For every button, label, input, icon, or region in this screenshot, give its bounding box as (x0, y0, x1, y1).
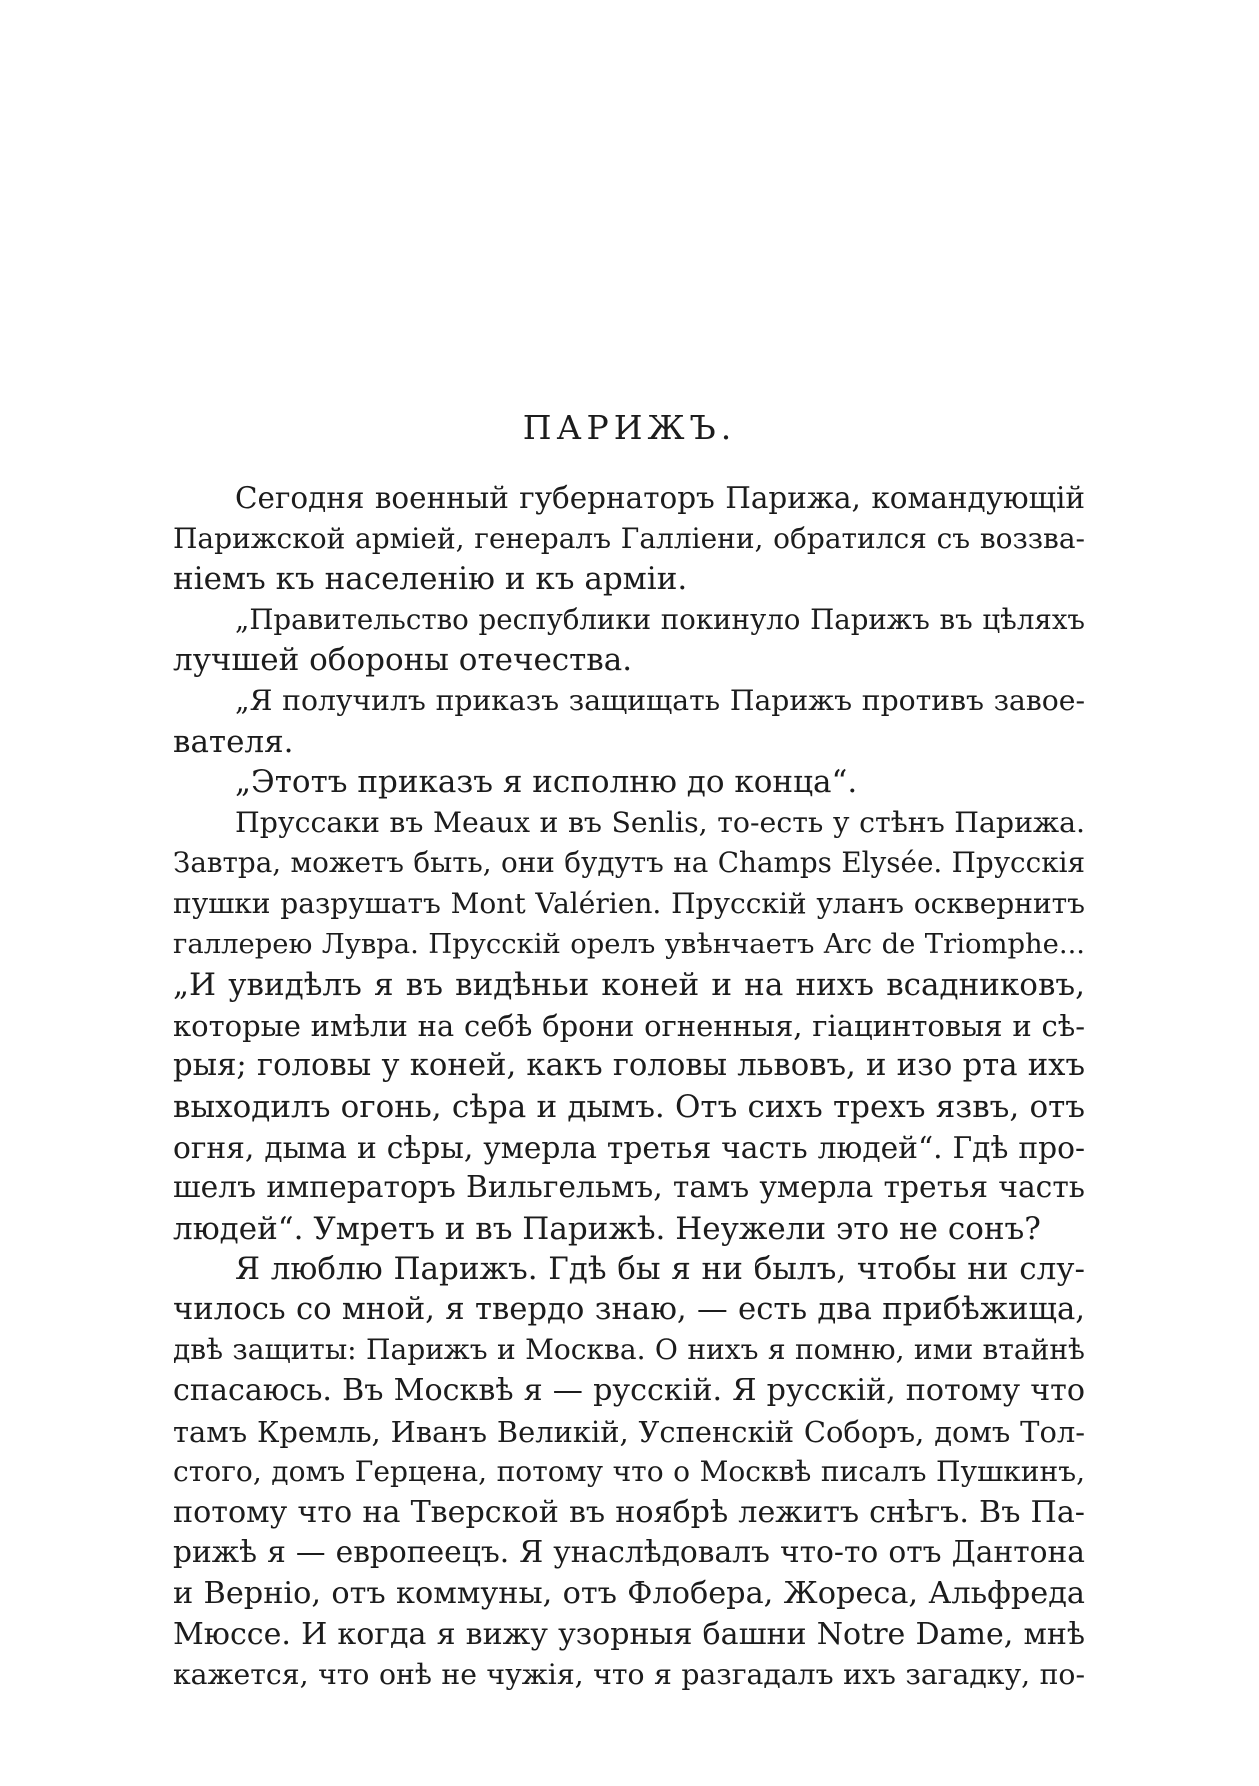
text-line: лучшей обороны отечества. (173, 642, 633, 679)
text-line: спасаюсь. Въ Москвѣ я — русскій. Я русскій, потому что (173, 1373, 1085, 1409)
text-line: галлерею Лувра. Прусскій орелъ увѣнчаетъ Arc de Triomphe... (173, 928, 1085, 960)
text-line: которые имѣли на себѣ брони огненныя, гіацинтовыя и сѣ- (173, 1008, 1085, 1043)
text-line: тамъ Кремль, Иванъ Великій, Успенскій Соборъ, домъ Тол- (173, 1414, 1085, 1449)
text-line: Я люблю Парижъ. Гдѣ бы я ни былъ, чтобы ни слу- (235, 1251, 1085, 1288)
text-line: Парижской арміей, генералъ Галліени, обратился съ воззва- (173, 521, 1085, 555)
text-line: Завтра, можетъ быть, они будутъ на Champs Elysée. Прусскія (173, 846, 1085, 880)
text-line: рижѣ я — европеецъ. Я унаслѣдовалъ что-то отъ Дантона (173, 1535, 1085, 1571)
text-line: пушки разрушатъ Mont Valérien. Прусскій уланъ осквернитъ (173, 886, 1085, 920)
text-line: рыя; головы у коней, какъ головы львовъ, и изо рта ихъ (173, 1048, 1085, 1084)
text-line: „Этотъ приказъ я исполню до конца“. (235, 764, 858, 801)
text-line: Сегодня военный губернаторъ Парижа, командующій (235, 481, 1085, 515)
text-line: двѣ защиты: Парижъ и Москва. О нихъ я помню, ими втайнѣ (173, 1333, 1085, 1367)
body-text (173, 478, 1085, 1696)
text-line: кажется, что онѣ не чужія, что я разгадалъ ихъ загадку, по- (173, 1658, 1085, 1692)
text-line: и Верніо, отъ коммуны, отъ Флобера, Жореса, Альфреда (173, 1576, 1085, 1612)
text-line: шелъ императоръ Вильгельмъ, тамъ умерла третья часть (173, 1170, 1085, 1206)
text-line: чилось со мной, я твердо знаю, — есть два прибѣжища, (173, 1291, 1085, 1327)
text-line: „Я получилъ приказъ защищать Парижъ противъ завое- (235, 683, 1085, 717)
text-line: огня, дыма и сѣры, умерла третья часть людей“. Гдѣ про- (173, 1129, 1085, 1165)
text-line: Мюссе. И когда я вижу узорныя башни Notre Dame, мнѣ (173, 1616, 1085, 1652)
text-line: „Правительство республики покинуло Парижъ въ цѣляхъ (235, 602, 1085, 636)
text-line: „И увидѣлъ я въ видѣньи коней и на нихъ всадниковъ, (173, 967, 1085, 1004)
text-line: выходилъ огонь, сѣра и дымъ. Отъ сихъ трехъ язвъ, отъ (173, 1088, 1085, 1125)
text-line: стого, домъ Герцена, потому что о Москвѣ писалъ Пушкинъ, (173, 1455, 1085, 1489)
text-line: потому что на Тверской въ ноябрѣ лежитъ снѣгъ. Въ Па- (173, 1494, 1085, 1530)
text-line: людей“. Умретъ и въ Парижѣ. Неужели это не сонъ? (173, 1210, 1041, 1247)
text-line: вателя. (173, 723, 294, 760)
text-line: Пруссаки въ Meaux и въ Senlis, то-есть у стѣнъ Парижа. (235, 805, 1085, 839)
chapter-title: ПАРИЖЪ. (522, 408, 737, 447)
text-line: ніемъ къ населенію и къ арміи. (173, 561, 688, 598)
